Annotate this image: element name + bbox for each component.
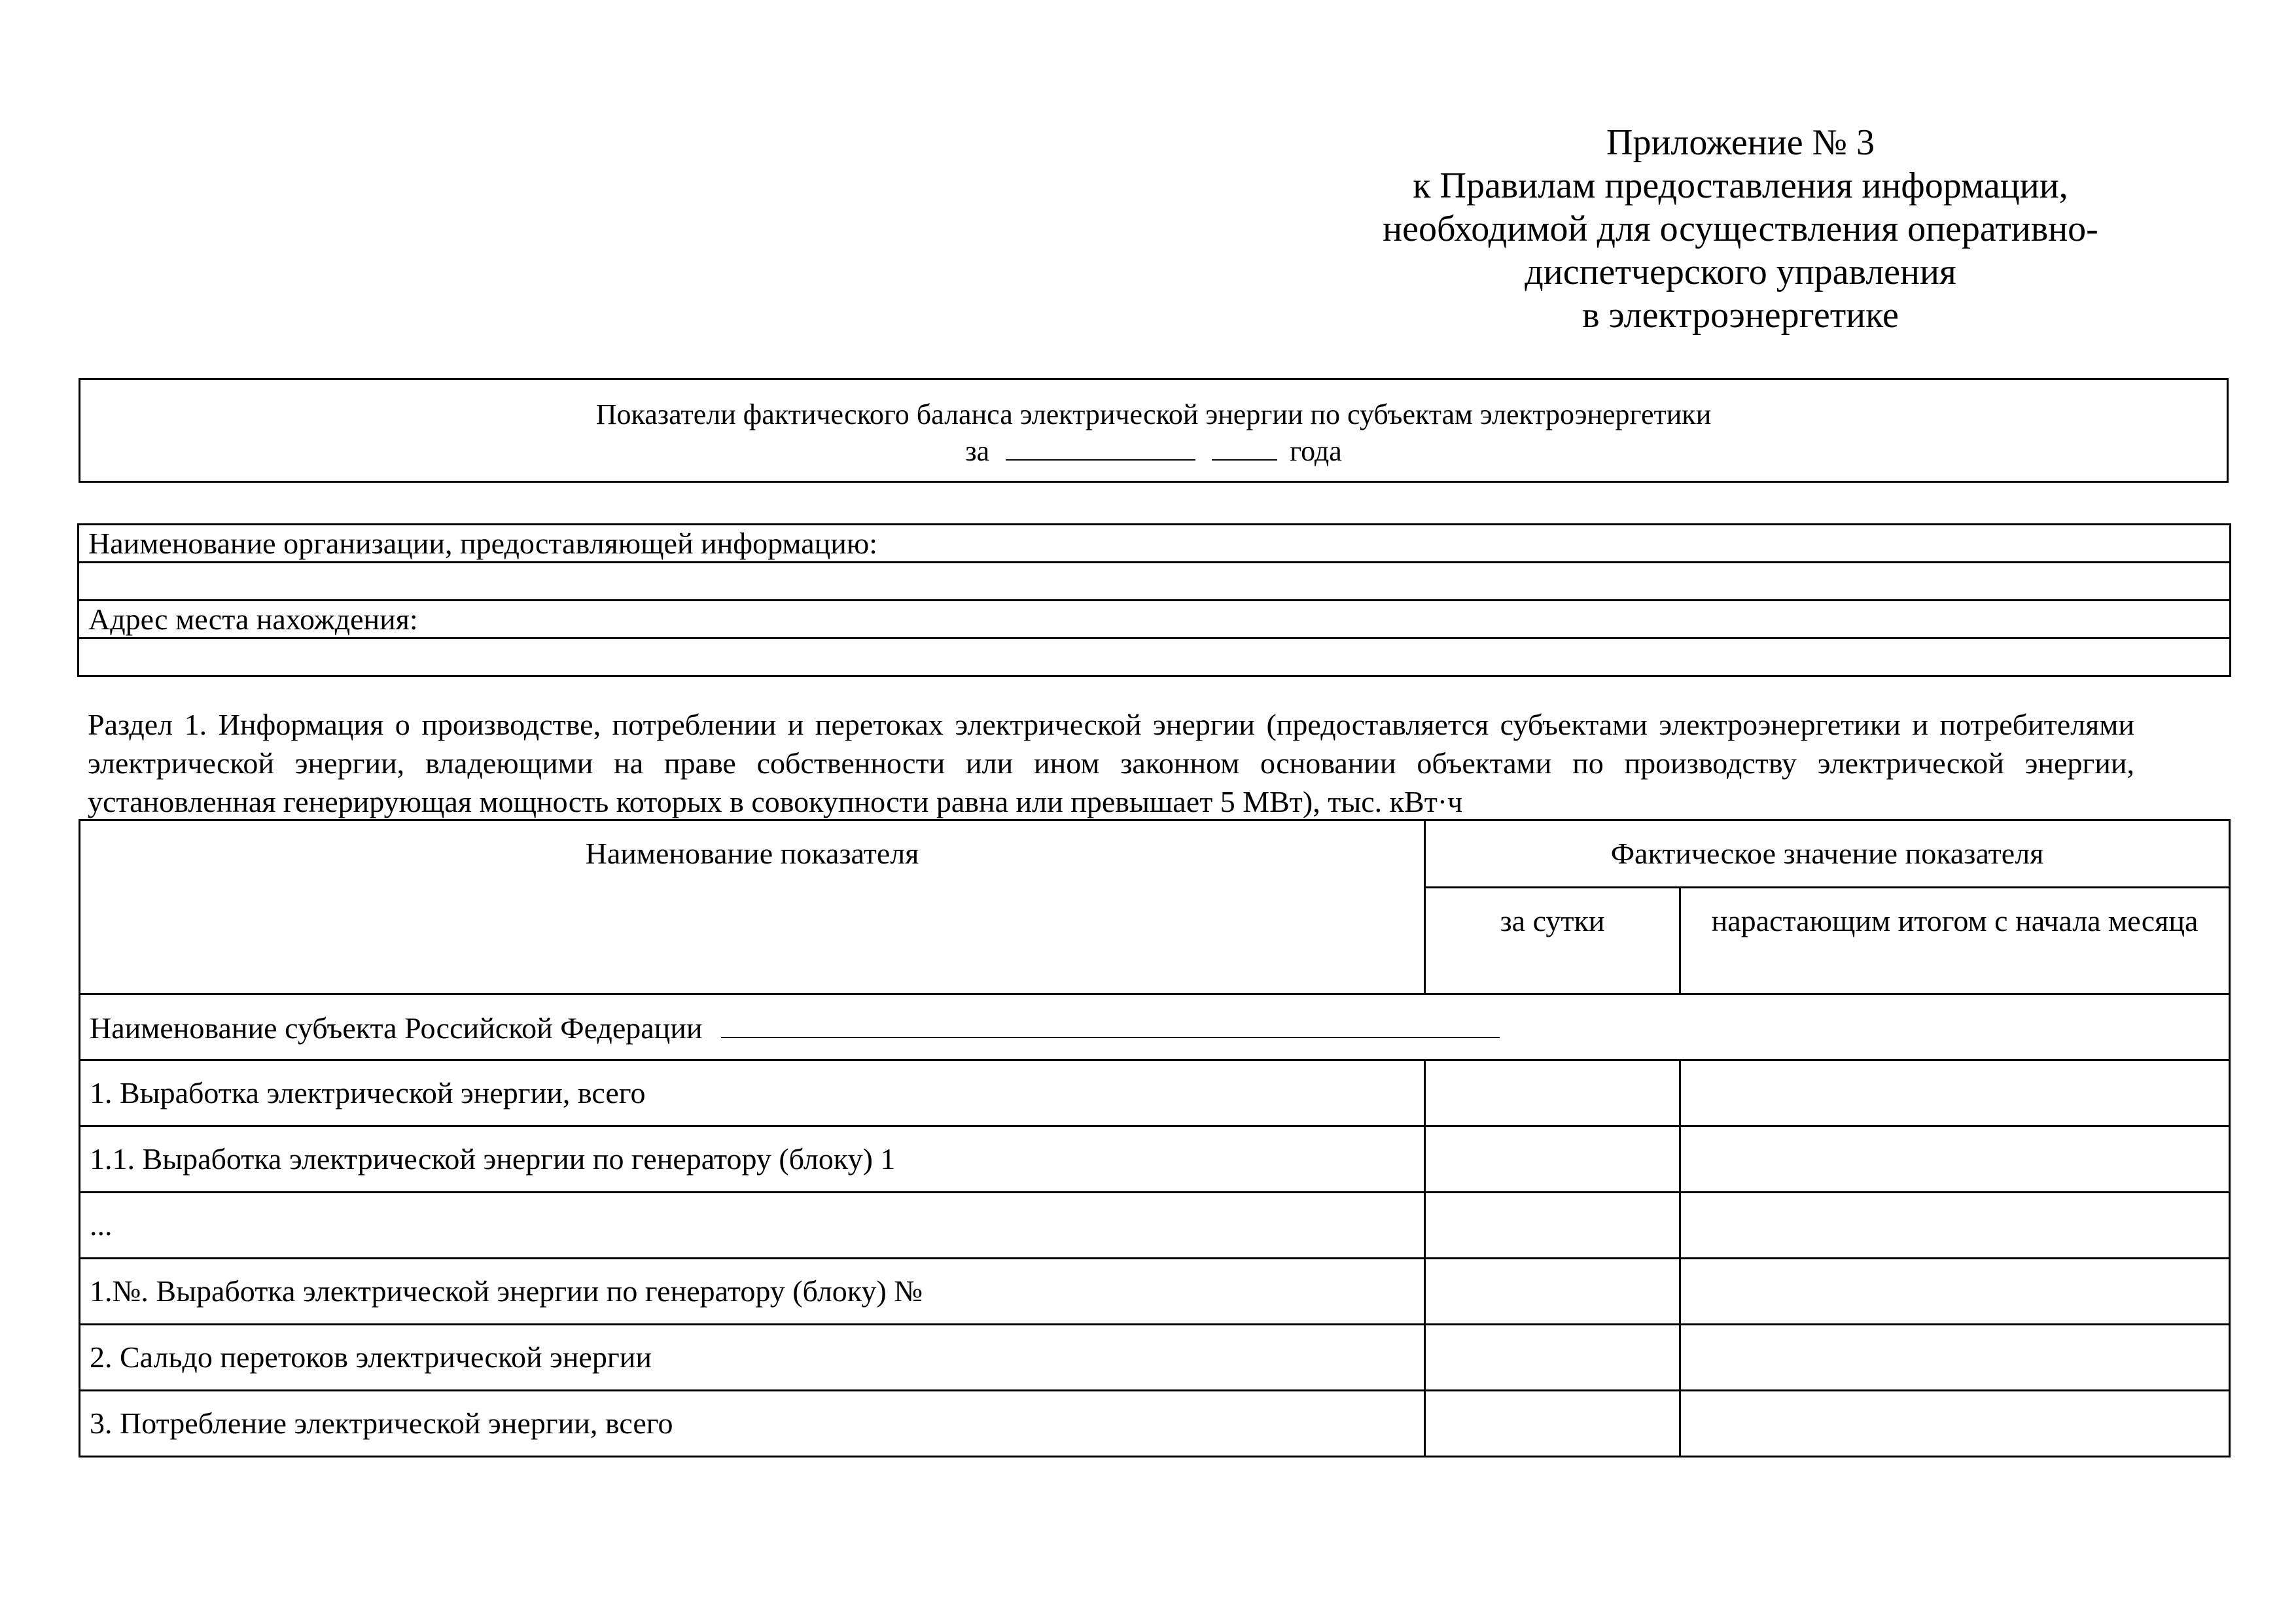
period-month-field[interactable] bbox=[1006, 433, 1195, 461]
period-year-field[interactable] bbox=[1212, 433, 1277, 461]
header-indicator: Наименование показателя bbox=[80, 820, 1425, 994]
region-row bbox=[80, 994, 2230, 1060]
appendix-number: Приложение № 3 bbox=[1606, 122, 1875, 163]
appendix-line-2: к Правилам предоставления информации, bbox=[1413, 166, 2068, 206]
row-month-value[interactable] bbox=[1680, 1259, 2230, 1325]
table-row bbox=[80, 1259, 2230, 1325]
row-month-value[interactable] bbox=[1680, 1325, 2230, 1391]
row-day-value[interactable] bbox=[1425, 1259, 1680, 1325]
row-label: 1.№. Выработка электрической энергии по генератору (блоку) № bbox=[80, 1259, 1425, 1325]
row-day-value[interactable] bbox=[1425, 1060, 1680, 1126]
org-address-field[interactable] bbox=[79, 638, 2231, 676]
region-field[interactable] bbox=[721, 1008, 1500, 1038]
row-month-value[interactable] bbox=[1680, 1193, 2230, 1259]
row-label: 2. Сальдо перетоков электрической энергии bbox=[80, 1325, 1425, 1391]
row-month-value[interactable] bbox=[1680, 1126, 2230, 1193]
row-day-value[interactable] bbox=[1425, 1391, 1680, 1457]
table-row bbox=[80, 1391, 2230, 1457]
appendix-line-5: в электроэнергетике bbox=[1582, 295, 1899, 336]
row-label: ... bbox=[80, 1193, 1425, 1259]
table-row bbox=[80, 1126, 2230, 1193]
row-month-value[interactable] bbox=[1680, 1060, 2230, 1126]
header-month-cumulative: нарастающим итогом с начала месяца bbox=[1680, 888, 2230, 994]
row-day-value[interactable] bbox=[1425, 1126, 1680, 1193]
appendix-line-4: диспетчерского управления bbox=[1525, 252, 1956, 292]
region-label: Наименование субъекта Российской Федерации bbox=[90, 1011, 703, 1045]
org-address-label: Адрес места нахождения: bbox=[79, 601, 2231, 638]
report-title: Показатели фактического баланса электрической энергии по субъектам электроэнергетики bbox=[595, 398, 1712, 430]
table-row bbox=[80, 1193, 2230, 1259]
row-label: 3. Потребление электрической энергии, всего bbox=[80, 1391, 1425, 1457]
row-day-value[interactable] bbox=[1425, 1193, 1680, 1259]
header-actual-value: Фактическое значение показателя bbox=[1425, 820, 2230, 888]
header-per-day: за сутки bbox=[1425, 888, 1680, 994]
appendix-line-3: необходимой для осуществления оперативно- bbox=[1383, 209, 2098, 249]
row-month-value[interactable] bbox=[1680, 1391, 2230, 1457]
energy-balance-table bbox=[79, 819, 2231, 1457]
table-row bbox=[80, 1060, 2230, 1126]
appendix-header bbox=[1309, 121, 2172, 337]
row-label: 1. Выработка электрической энергии, всего bbox=[80, 1060, 1425, 1126]
period-suffix: года bbox=[1290, 435, 1342, 467]
row-label: 1.1. Выработка электрической энергии по генератору (блоку) 1 bbox=[80, 1126, 1425, 1193]
period-prefix: за bbox=[965, 435, 990, 467]
section-1-description: Раздел 1. Информация о производстве, потреблении и перетоках электрической энергии (предоставляется субъектами электроэнергетики и потребителями электрической энергии, владеющими на праве собственности или ином законном основании объектами по производству электрической энергии, установленная генерирующая мощность которых в совокупности равна или превышает 5 МВт), тыс. кВт·ч bbox=[88, 708, 2134, 818]
org-name-field[interactable] bbox=[79, 563, 2231, 601]
row-day-value[interactable] bbox=[1425, 1325, 1680, 1391]
table-row bbox=[80, 1325, 2230, 1391]
report-title-box bbox=[79, 378, 2229, 483]
report-period bbox=[80, 433, 2227, 470]
org-name-label: Наименование организации, предоставляющей информацию: bbox=[79, 525, 2231, 563]
organization-info-table bbox=[77, 523, 2231, 677]
